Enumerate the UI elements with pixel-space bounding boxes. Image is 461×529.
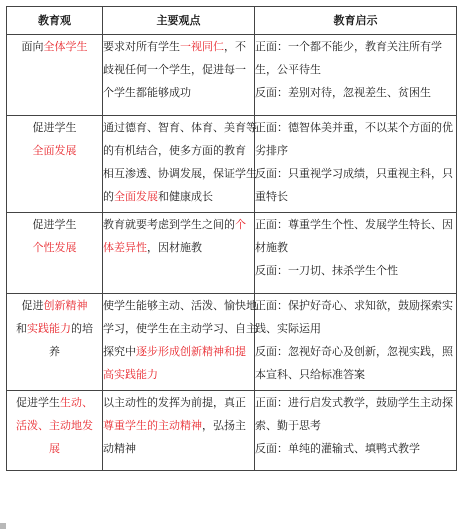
concept-cell: [7, 35, 103, 116]
viewpoint-text: ，弘扬主: [202, 419, 246, 432]
concept-highlight-text: 个性发展: [32, 241, 77, 254]
concept-cell: [7, 213, 103, 294]
viewpoint-text: 学习，使学生在主动学习、自主: [103, 322, 257, 335]
viewpoint-line: [103, 35, 254, 58]
implication-line: 正面：一个都不能少，教育关注所有学: [255, 40, 442, 53]
viewpoint-text: 歧视任何一个学生，促进每一: [103, 63, 246, 76]
viewpoint-highlight-text: 一视同仁: [180, 40, 224, 53]
viewpoint-highlight-text: 个: [235, 218, 246, 231]
concept-highlight-text: 实践能力: [27, 322, 71, 335]
implication-line: 正面：进行启发式教学，鼓励学生主动探: [255, 396, 453, 409]
viewpoint-text: 和健康成长: [158, 190, 213, 203]
implication-line: 正面：保护好奇心、求知欲，鼓励探索实: [255, 299, 453, 312]
viewpoint-text: ，不: [224, 40, 246, 53]
implication-line: 材施教: [255, 241, 288, 254]
header-viewpoint: 主要观点: [103, 7, 255, 35]
implication-line: 索、勤于思考: [255, 419, 321, 432]
implication-line: 生，公平待生: [255, 63, 321, 76]
implication-cell: [255, 116, 457, 213]
viewpoint-line: [103, 162, 257, 185]
viewpoint-line: [103, 437, 254, 460]
concept-highlight-text: 展: [49, 442, 60, 455]
viewpoint-text: 教育就要考虑到学生之间的: [103, 218, 235, 231]
viewpoint-line: [103, 58, 254, 81]
concept-text: 面向: [21, 40, 44, 53]
viewpoint-highlight-text: 全面发展: [114, 190, 158, 203]
concept-text: 促进学生: [32, 218, 77, 231]
viewpoint-cell: [103, 35, 255, 116]
viewpoint-text: ，因材施教: [147, 241, 202, 254]
implication-line: 劣排序: [255, 144, 288, 157]
viewpoint-text: 要求对所有学生: [103, 40, 180, 53]
implication-line: 反面：一刀切、抹杀学生个性: [255, 264, 398, 277]
viewpoint-text: 通过德育、智育、体育、美育等: [103, 121, 257, 134]
viewpoint-cell: [103, 116, 255, 213]
implication-line: 反面：忽视好奇心及创新，忽视实践，照: [255, 345, 453, 358]
concept-text: 促进学生: [32, 121, 77, 134]
concept-text: 和: [16, 322, 27, 335]
concept-highlight-text: 全体学生: [43, 40, 88, 53]
concept-highlight-text: 创新精神: [43, 299, 88, 312]
viewpoint-text: 的: [103, 190, 114, 203]
viewpoint-text: 的有机结合，使多方面的教育: [103, 144, 246, 157]
implication-cell: [255, 294, 457, 391]
table-header-row: [7, 7, 457, 35]
concept-text: 促进: [21, 299, 44, 312]
viewpoint-cell: [103, 213, 255, 294]
implication-line: 反面：差别对待，忽视差生、贫困生: [255, 86, 431, 99]
viewpoint-text: 使学生能够主动、活泼、愉快地: [103, 299, 257, 312]
implication-line: 正面：德智体美并重，不以某个方面的优: [255, 121, 453, 134]
table-row: [7, 213, 457, 294]
concept-highlight-text: 全面发展: [32, 144, 77, 157]
concept-text: 促进学生: [16, 396, 60, 409]
education-concepts-table: [6, 6, 457, 471]
implication-line: 反面：单纯的灌输式、填鸭式教学: [255, 442, 420, 455]
implication-line: 正面：尊重学生个性、发展学生特长、因: [255, 218, 453, 231]
viewpoint-line: [103, 391, 254, 414]
viewpoint-line: [103, 116, 257, 139]
viewpoint-line: [103, 213, 254, 236]
implication-cell: [255, 35, 457, 116]
viewpoint-highlight-text: 高实践能力: [103, 368, 158, 381]
implication-cell: [255, 391, 457, 471]
viewpoint-text: 个学生都能够成功: [103, 86, 191, 99]
viewpoint-cell: [103, 391, 255, 471]
concept-cell: [7, 116, 103, 213]
implication-line: 践、实际运用: [255, 322, 321, 335]
concept-cell: [7, 294, 103, 391]
viewpoint-line: [103, 81, 254, 104]
viewpoint-cell: [103, 294, 255, 391]
concept-text: 养: [49, 345, 60, 358]
viewpoint-text: 探究中: [103, 345, 136, 358]
table-row: [7, 391, 457, 471]
viewpoint-line: [103, 236, 254, 259]
corner-mark: [0, 523, 6, 529]
table-row: [7, 35, 457, 116]
concept-highlight-text: 生动、: [60, 396, 93, 409]
viewpoint-line: [103, 340, 254, 363]
viewpoint-line: [103, 185, 254, 208]
implication-cell: [255, 213, 457, 294]
viewpoint-text: 相互渗透、协调发展，保证学生: [103, 167, 257, 180]
viewpoint-line: [103, 363, 254, 386]
header-concept: 教育观: [7, 7, 103, 35]
concept-cell: [7, 391, 103, 471]
viewpoint-highlight-text: 体差异性: [103, 241, 147, 254]
table-row: [7, 116, 457, 213]
viewpoint-line: [103, 414, 254, 437]
viewpoint-text: 以主动性的发挥为前提，真正: [103, 396, 246, 409]
viewpoint-text: 动精神: [103, 442, 136, 455]
viewpoint-line: [103, 294, 257, 317]
header-implication: 教育启示: [255, 7, 457, 35]
viewpoint-highlight-text: 尊重学生的主动精神: [103, 419, 202, 432]
concept-text: 的培: [71, 322, 93, 335]
implication-line: 反面：只重视学习成绩，只重视主科，只: [255, 167, 453, 180]
implication-line: 本宣科、只给标准答案: [255, 368, 365, 381]
implication-line: 重特长: [255, 190, 288, 203]
viewpoint-highlight-text: 逐步形成创新精神和提: [136, 345, 246, 358]
table-row: [7, 294, 457, 391]
viewpoint-line: [103, 139, 254, 162]
viewpoint-line: [103, 317, 257, 340]
concept-highlight-text: 活泼、主动地发: [16, 419, 93, 432]
